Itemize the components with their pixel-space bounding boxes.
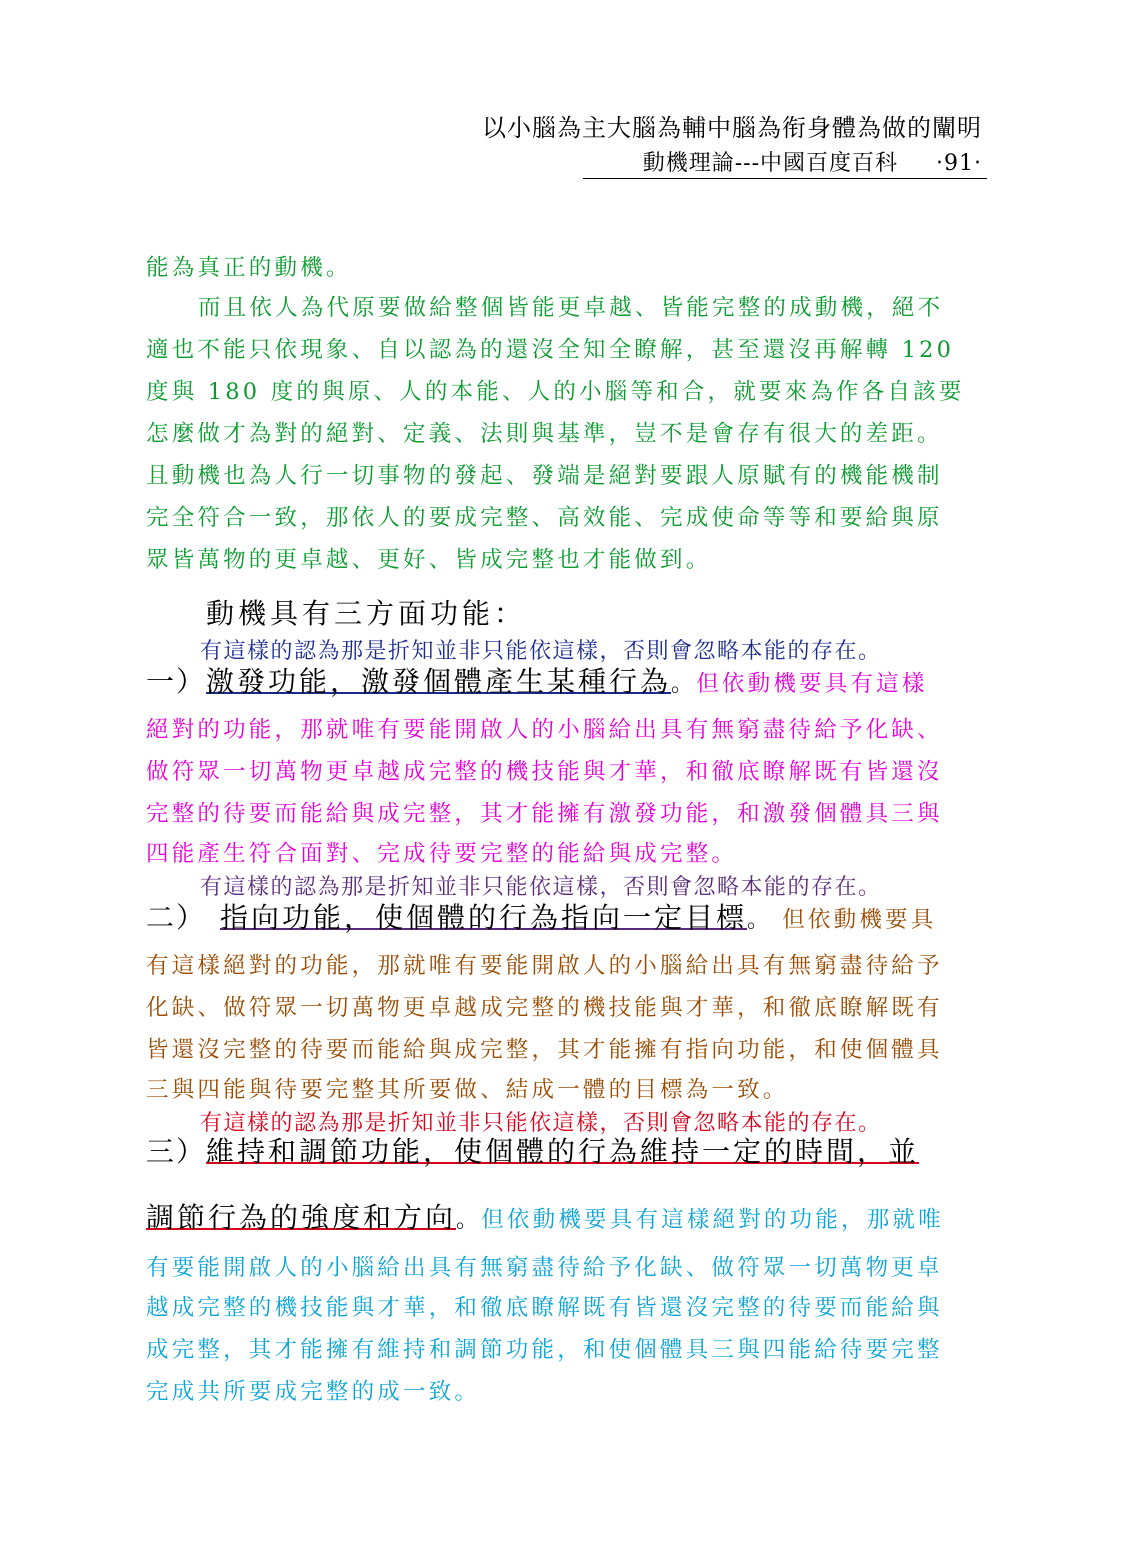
paragraph-line: 眾皆萬物的更卓越、更好、皆成完整也才能做到。 (146, 547, 712, 573)
paragraph-line: 且動機也為人行一切事物的發起、發端是絕對要跟人原賦有的機能機制 (146, 463, 943, 489)
paragraph-line: 能為真正的動機。 (146, 255, 352, 281)
paragraph-line: 化缺、做符眾一切萬物更卓越成完整的機技能與才華，和徹底瞭解既有 (146, 995, 943, 1021)
function1-note: 有這樣的認為那是折知並非只能依這樣，否則會忽略本能的存在。 (200, 639, 882, 664)
function2-heading-line (146, 896, 936, 936)
paragraph-line: 三與四能與待要完整其所要做、結成一體的目標為一致。 (146, 1077, 789, 1103)
page-number: ‧91‧ (936, 151, 982, 176)
paragraph-line: 適也不能只依現象、自以認為的還沒全知全瞭解，甚至還沒再解轉 120 (146, 337, 955, 363)
paragraph-line: 度與 180 度的與原、人的本能、人的小腦等和合，就要來為作各自該要 (146, 379, 965, 405)
paragraph-line: 絕對的功能，那就唯有要能開啟人的小腦給出具有無窮盡待給予化缺、 (146, 717, 943, 743)
function3-number: 三） (146, 1135, 207, 1168)
function2-note: 有這樣的認為那是折知並非只能依這樣，否則會忽略本能的存在。 (200, 875, 882, 900)
paragraph-line: 怎麼做才為對的絕對、定義、法則與基準，豈不是會存有很大的差距。 (146, 421, 943, 447)
function2-tail: 但依動機要具 (782, 907, 937, 933)
function2-number: 二） (146, 901, 207, 934)
function3-period: 。 (456, 1208, 482, 1233)
function1-tail: 但依動機要具有這樣 (696, 671, 928, 697)
paragraph-line: 做符眾一切萬物更卓越成完整的機技能與才華，和徹底瞭解既有皆還沒 (146, 759, 943, 785)
function3-heading-line (146, 1130, 919, 1170)
function2-period: 。 (747, 908, 773, 933)
paragraph-line: 四能產生符合面對、完成待要完整的能給與成完整。 (146, 841, 738, 867)
function3-heading: 維持和調節功能，使個體的行為維持一定的時間，並 (206, 1135, 920, 1168)
paragraph-line: 完整的待要而能給與成完整，其才能擁有激發功能，和激發個體具三與 (146, 801, 943, 827)
document-title: 以小腦為主大腦為輔中腦為衔身體為做的闡明 (482, 114, 982, 142)
function1-number: 一） (146, 665, 207, 698)
function1-heading: 激發功能，激發個體產生某種行為 (206, 665, 672, 698)
function1-heading-line (146, 660, 928, 700)
function1-period: 。 (671, 672, 697, 697)
header-rule (583, 178, 987, 179)
paragraph-line: 成完整，其才能擁有維持和調節功能，和使個體具三與四能給待要完整 (146, 1337, 943, 1363)
paragraph-line: 有這樣絕對的功能，那就唯有要能開啟人的小腦給出具有無窮盡待給予 (146, 953, 943, 979)
function3-heading2: 調節行為的強度和方向 (146, 1201, 457, 1234)
paragraph-line: 皆還沒完整的待要而能給與成完整，其才能擁有指向功能，和使個體具 (146, 1037, 943, 1063)
function3-note: 有這樣的認為那是折知並非只能依這樣，否則會忽略本能的存在。 (200, 1111, 882, 1136)
function3-heading2-line (146, 1196, 944, 1236)
paragraph-line: 而且依人為代原要做給整個皆能更卓越、皆能完整的成動機，絕不 (198, 295, 944, 321)
subtitle-text: 動機理論---中國百度百科 (642, 151, 899, 176)
section-title: 動機具有三方面功能： (206, 597, 527, 630)
paragraph-line: 完全符合一致，那依人的要成完整、高效能、完成使命等等和要給與原 (146, 505, 943, 531)
paragraph-line: 越成完整的機技能與才華，和徹底瞭解既有皆還沒完整的待要而能給與 (146, 1295, 943, 1321)
document-subtitle (643, 146, 982, 177)
paragraph-line: 完成共所要成完整的成一致。 (146, 1379, 481, 1405)
function3-tail: 但依動機要具有這樣絕對的功能，那就唯 (481, 1207, 944, 1233)
function2-heading: 指向功能，使個體的行為指向一定目標 (220, 901, 748, 934)
paragraph-line: 有要能開啟人的小腦給出具有無窮盡待給予化缺、做符眾一切萬物更卓 (146, 1255, 943, 1281)
